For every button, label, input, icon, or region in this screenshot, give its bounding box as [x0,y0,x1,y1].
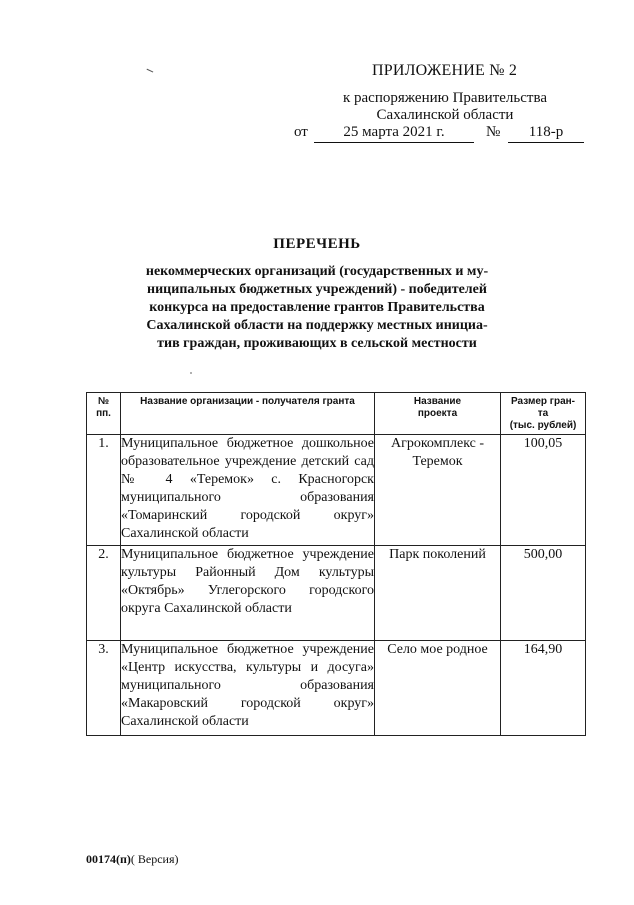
table-row [87,435,586,546]
header-num: № пп. [87,393,121,435]
scan-dot [190,372,192,374]
row-organization: Муниципальное бюджетное дошкольное образовательное учреждение детский сад № 4 «Теремок» с. Красногорск муниципального образования «Томаринский городской округ» Сахалинской области [121,435,375,546]
appendix-title: ПРИЛОЖЕНИЕ № 2 [372,62,518,79]
number-value: 118-р [508,124,584,143]
scan-mark [146,69,154,75]
row-amount: 164,90 [501,641,586,736]
subtitle-line: ниципальных бюджетных учреждений) - победителей [147,282,487,297]
appendix-date-row [292,124,592,146]
row-project: Агрокомплекс - Теремок [375,435,501,546]
row-project: Село мое родное [375,641,501,736]
number-label: № [486,124,501,140]
table-row [87,546,586,641]
header-org: Название организации - получателя гранта [121,393,375,435]
row-amount: 500,00 [501,546,586,641]
subtitle-line: конкурса на предоставление грантов Правительства [149,300,485,315]
footer-code [86,852,179,867]
row-number: 2. [87,546,121,641]
subtitle-line: Сахалинской области на поддержку местных инициа- [146,318,488,333]
subtitle-line: тив граждан, проживающих в сельской местности [157,336,477,351]
grants-table [86,392,586,736]
appendix-line-1: к распоряжению Правительства [342,90,547,106]
row-number: 1. [87,435,121,546]
subtitle-line: некоммерческих организаций (государственных и му- [145,264,489,279]
table-row [87,641,586,736]
row-project: Парк поколений [375,546,501,641]
date-value: 25 марта 2021 г. [314,124,474,143]
document-heading: ПЕРЕЧЕНЬ [273,236,361,252]
row-organization: Муниципальное бюджетное учреждение культуры Районный Дом культуры «Октябрь» Углегорского городского округа Сахалинской области [121,546,375,641]
footer-code-id: 00174(п) [86,852,131,866]
header-project: Название проекта [375,393,501,435]
appendix-line-2: Сахалинской области [376,107,514,123]
row-amount: 100,05 [501,435,586,546]
header-amount: Размер гран- та (тыс. рублей) [501,393,586,435]
row-organization: Муниципальное бюджетное учреждение «Центр искусства, культуры и досуга» муниципального образования «Макаровский городской округ» Сахалинской области [121,641,375,736]
row-number: 3. [87,641,121,736]
footer-version: ( Версия) [130,852,179,866]
table-header-row [87,393,586,435]
date-label: от [294,124,308,140]
